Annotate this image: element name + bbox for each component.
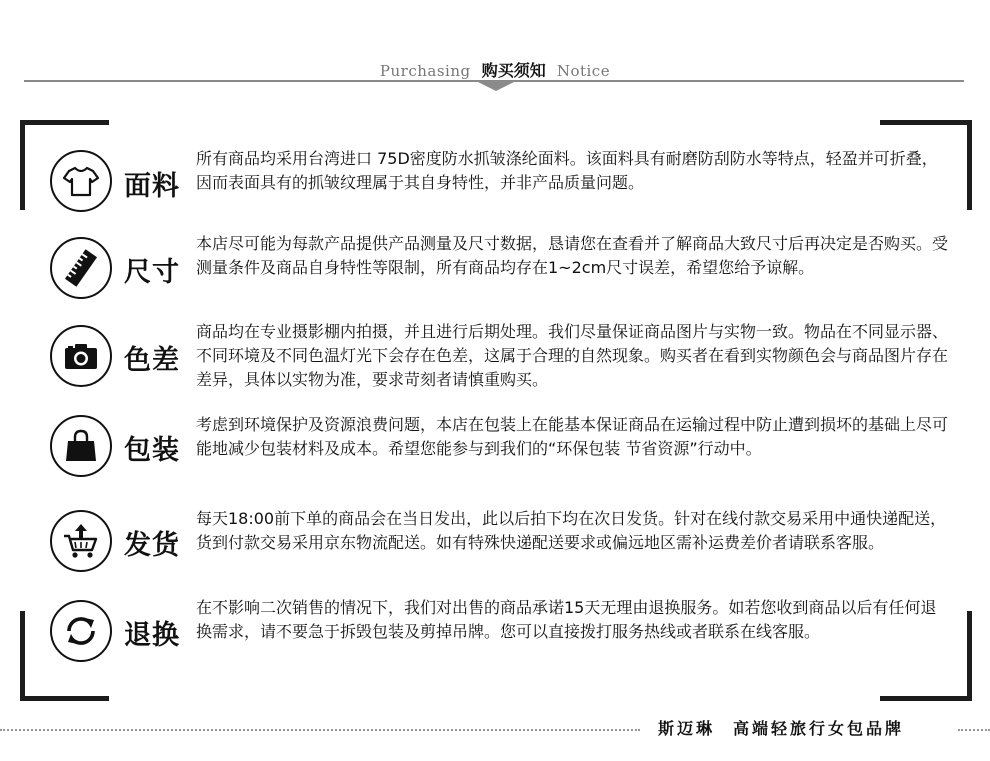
- info-row-shipping: [50, 507, 950, 587]
- row-label: 包装: [124, 435, 180, 466]
- row-label: 尺寸: [124, 257, 180, 288]
- camera-icon: [50, 325, 112, 387]
- row-description: 考虑到环境保护及资源浪费问题，本店在包装上在能基本保证商品在运输过程中防止遭到损坏的基础上尽可能地减少包装材料及成本。希望您能参与到我们的“环保包装 节省资源”行动中。: [196, 415, 949, 458]
- row-label: 发货: [124, 530, 180, 561]
- header-title: 购买须知: [481, 61, 546, 80]
- info-row-size: [50, 232, 950, 312]
- row-description: 每天18:00前下单的商品会在当日发出，此以后拍下均在次日发货。针对在线付款交易采用中通快递配送，货到付款交易采用京东物流配送。如有特殊快递配送要求或偏远地区需补运费差价者请联系客服。: [196, 509, 947, 552]
- row-label: 色差: [124, 345, 180, 376]
- info-row-packaging: [50, 413, 950, 493]
- bag-icon: [50, 415, 112, 477]
- row-description: 在不影响二次销售的情况下，我们对出售的商品承诺15天无理由退换服务。如若您收到商品以后有任何退换需求，请不要急于拆毁包装及剪掉吊牌。您可以直接拨打服务热线或者联系在线客服。: [196, 598, 937, 641]
- exchange-icon: [50, 600, 112, 662]
- ruler-icon: [50, 237, 112, 299]
- footer-slogan: 高端轻旅行女包品牌: [733, 719, 905, 738]
- header-english-right: Notice: [556, 62, 611, 80]
- row-label: 退换: [124, 620, 180, 651]
- header-divider-notch: [476, 81, 516, 91]
- row-description: 所有商品均采用台湾进口 75D密度防水抓皱涤纶面料。该面料具有耐磨防刮防水等特点，轻盈并可折叠，因而表面具有的抓皱纹理属于其自身特性，并非产品质量问题。: [196, 149, 938, 192]
- section-header: [0, 58, 990, 81]
- info-row-color: [50, 320, 950, 400]
- info-row-fabric: [50, 144, 950, 224]
- header-english-left: Purchasing: [379, 62, 471, 80]
- cart-icon: [50, 510, 112, 572]
- footer-dotted-line-right: [958, 729, 990, 731]
- footer-brand: 斯迈琳: [658, 719, 716, 738]
- footer-brand-line: [658, 716, 904, 739]
- row-description: 本店尽可能为每款产品提供产品测量及尺寸数据，恳请您在查看并了解商品大致尺寸后再决定是否购买。受测量条件及商品自身特性等限制，所有商品均存在1~2cm尺寸误差，希望您给予谅解。: [196, 234, 949, 277]
- info-row-returns: [50, 596, 950, 676]
- row-label: 面料: [124, 171, 180, 202]
- tshirt-icon: [50, 150, 112, 212]
- footer-dotted-line-left: [0, 729, 640, 731]
- row-description: 商品均在专业摄影棚内拍摄，并且进行后期处理。我们尽量保证商品图片与实物一致。物品在不同显示器、不同环境及不同色温灯光下会存在色差，这属于合理的自然现象。购买者在看到实物颜色会与商品图片存在差异，具体以实物为准，要求苛刻者请慎重购买。: [196, 322, 949, 389]
